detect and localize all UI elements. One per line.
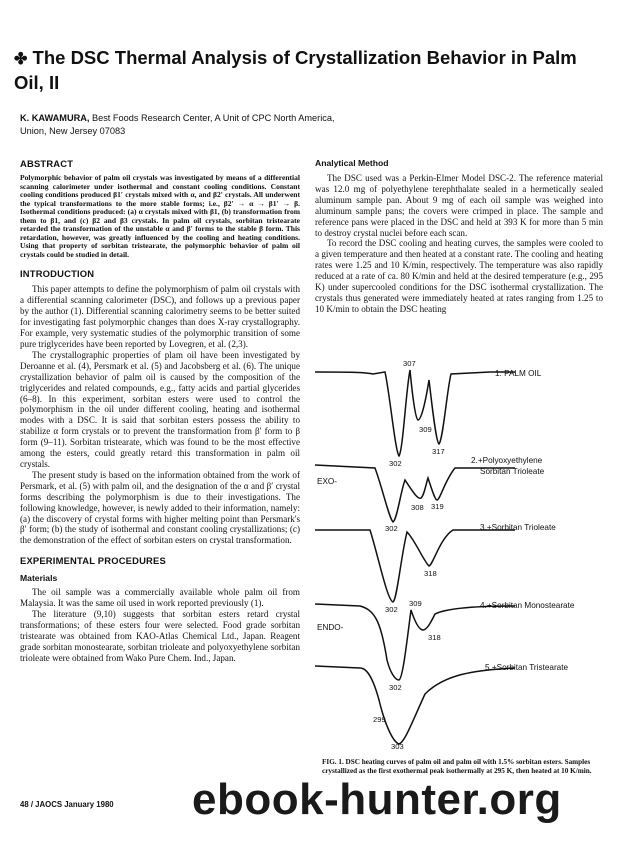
intro-paragraph-1: This paper attempts to define the polymorphism of palm oil crystals with a differential scanning calorimeter (DSC), and follows up a previous paper by the author (1). Differential scanning calorimetry seems to be better suited for investigating fast polymorphic changes than does X-ray crystallography. For example, very systematic studies of the polymorphic transition of some pure triglycerides have been reported by Lovegren, et al. (2,3). [20,284,300,349]
analytical-method-heading: Analytical Method [315,158,389,168]
title-text: The DSC Thermal Analysis of Crystallization Behavior in Palm Oil, II [14,47,577,93]
peak-label: 302 [385,605,398,614]
watermark-text: ebook-hunter.org [192,775,562,824]
materials-heading: Materials [20,573,58,584]
materials-paragraph-2: The literature (9,10) suggests that sorbitan esters retard crystal transformations; of these esters four were selected. Food grade sorbitan tristearate was obtained from KAO-Atlas Chemical Ltd., Japan. Reagent grade sorbitan monostearate, sorbitan trioleate and polyoxyethylene sorbitan trioleate were obtained from Wako Pure Chem. Ind., Japan. [20,609,300,663]
intro-paragraph-3: The present study is based on the information obtained from the work of Persmark, et al. (5) with palm oil, and the designation of the α and β′ crystal forms describing the polymorphism is due to their investigations. The following knowledge, however, is newly added to their information, namely: (a) the discovery of crystal forms with higher melting point than Persmark's β′ form; (b) the study of isothermal and constant cooling crystallizations; (c) the demonstration of the effect of sorbitan esters on crystal transformation. [20,469,300,546]
abstract-heading: ABSTRACT [20,158,74,169]
peak-label: 319 [431,502,444,511]
curve-3-label: 3.+Sorbitan Trioleate [480,523,556,532]
author-line [20,112,580,125]
peak-label: 302 [385,524,398,533]
dsc-curve-1 [315,370,515,456]
peak-label: 318 [428,633,441,642]
peak-label: 299 [373,715,386,724]
peak-label: 303 [391,742,404,750]
introduction-heading: INTRODUCTION [20,268,95,280]
author-name: K. KAWAMURA, [20,113,90,123]
curve-1-label: 1. PALM OIL [495,369,542,378]
experimental-heading: EXPERIMENTAL PROCEDURES [20,555,166,567]
analytical-paragraph-1: The DSC used was a Perkin-Elmer Model DSC-2. The reference material was 12.0 mg of polyethylene terephthalate sealed in a hermetically sealed aluminum sample pan. About 9 mg of each oil sample was weighed into aluminum sample pans; the covers were crimped in place. The sample and reference pans were placed in the DSC and held at 393 K for more than 5 min to destroy crystal nuclei before each scan. [315,173,603,238]
dsc-curve-5 [315,666,515,744]
dsc-curve-3 [315,530,515,602]
peak-label: 307 [403,360,416,368]
endo-label: ENDO- [317,623,344,632]
abstract-text: Polymorphic behavior of palm oil crystals was investigated by means of a differential scanning calorimeter under isothermal and constant cooling conditions. Constant cooling conditions produced β1′ crystals mixed with α, and β2′ crystals. All underwent the typical transformations to the more stable forms; i.e., β2′ → α → β1′ → β. Isothermal conditions produced: (a) α crystals mixed with β1, (b) transformation from them to β1, and (c) β2 and β3 crystals. In palm oil crystals, sorbitan tristearate retarded the transformation of the unstable α and β′ forms to the stable β form. This retardation, however, was greatly influenced by the cooling and heating conditions. Using that property of sorbitan tristearate, the polymorphic behavior of palm oil crystals could be studied in detail. [20,173,300,259]
curve-2-label-line-1: 2.+Polyoxyethylene [471,456,543,465]
author-address: Union, New Jersey 07083 [20,126,126,136]
peak-label: 302 [389,683,402,692]
peak-label: 308 [411,503,424,512]
figure-caption: FIG. 1. DSC heating curves of palm oil and palm oil with 1.5% sorbitan esters. Samples crystallized as the first exothermal peak isothermally at 295 K, then heated at 10 K/min. [322,758,592,775]
author-block [20,112,580,138]
peak-label: 302 [389,459,402,468]
peak-label: 309 [419,425,432,434]
right-column [315,158,603,315]
title-symbol-icon: ✤ [14,51,28,68]
intro-paragraph-2: The crystallographic properties of plam oil have been investigated by Deroanne et al. (4), Persmark et al. (5) and Jacobsberg et al. (6). The unique crystallization behavior of palm oil is caused by the composition of the triglycerides and related compounds, e.g., fatty acids and partial glycerides (6–8). In this experiment, sorbitan esters were used to control the polymorphism in the oil under different cooling, heating and isothermal modes with a DSC. It is said that sorbitan esters possess the ability to stabilize α form crystals or to prevent the transformation from β′ form to β form (9–11). Sorbitan tristearate, which was found to be the most effective among the esters, could greatly retard this transformation in palm oil crystals. [20,349,300,469]
curve-2-label-line-2: Sorbitan Trioleate [480,467,545,476]
author-affiliation: Best Foods Research Center, A Unit of CPC North America, [89,113,335,123]
dsc-curves-svg [315,360,603,750]
materials-paragraph-1: The oil sample was a commercially available whole palm oil from Malaysia. It was the same oil used in work reported previously (1). [20,587,300,609]
analytical-paragraph-2: To record the DSC cooling and heating curves, the samples were cooled to a given temperature and then heated at a constant rate. The cooling and heating rates were 1.25 and 10 K/min, respectively. The temperature was also rapidly reduced at a rate of ca. 80 K/min and held at the desired temperature (e.g., 295 K) under supercooled conditions for the DSC isothermal crystallization. The crystals thus generated were immediately heated at rates ranging from 1.25 to 10 K/min to obtain the DSC heating [315,238,603,314]
page-footer: 48 / JAOCS January 1980 [20,800,114,809]
peak-label: 309 [409,599,422,608]
peak-label: 317 [432,447,445,456]
paper-title [14,46,604,94]
exo-label: EXO- [317,477,338,486]
left-column [20,158,300,664]
peak-label: 318 [424,569,437,578]
curve-4-label: 4.+Sorbitan Monostearate [480,601,575,610]
dsc-figure [315,360,603,750]
curve-5-label: 5.+Sorbitan Tristearate [485,663,569,672]
